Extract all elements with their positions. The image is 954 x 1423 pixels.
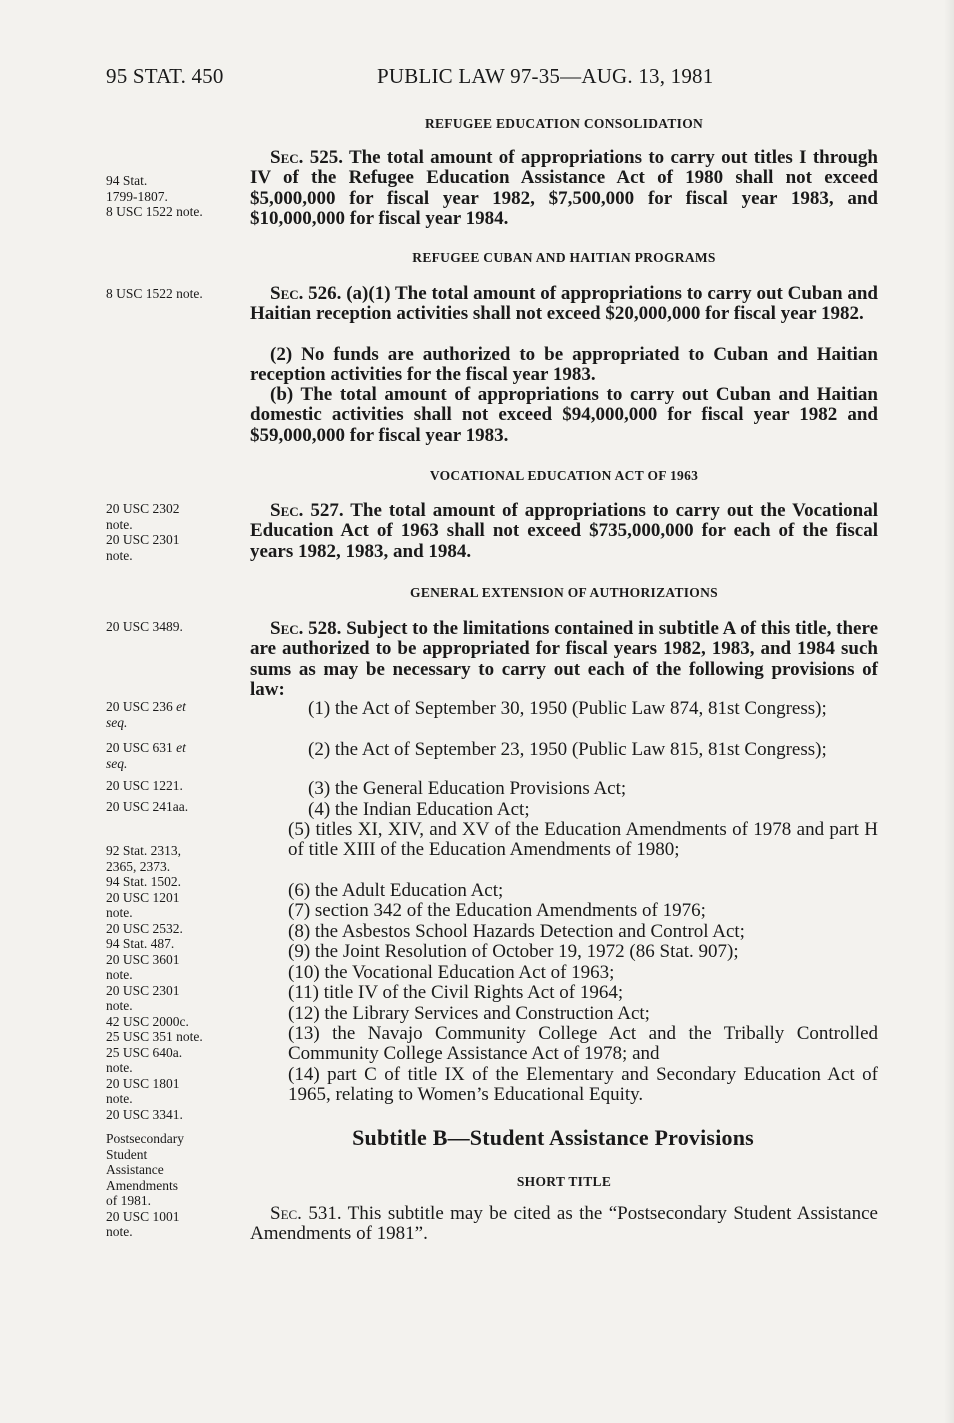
margin-note-item-3 xyxy=(106,778,246,794)
list-item-10: (10) the Vocational Education Act of 1963; xyxy=(288,962,615,983)
margin-line: of 1981. xyxy=(106,1193,151,1208)
margin-line: note. xyxy=(106,998,133,1013)
heading-short-title: SHORT TITLE xyxy=(516,1174,612,1189)
section-label: Sec. 525. xyxy=(270,147,343,168)
section-text: The total amount of appropriations to carry out titles I through IV of the Refugee Education Assistance Act of 1980 shall not exceed $5,000,000 for fiscal year 1982, $7,500,000 for fiscal year 1983, and $10,000,000 for fiscal year 1984. xyxy=(250,147,878,230)
margin-line: 20 USC 2532. xyxy=(106,920,183,936)
list-item-9: (9) the Joint Resolution of October 19, 1972 (86 Stat. 907); xyxy=(288,941,739,962)
subtitle-b: Subtitle B—Student Assistance Provisions xyxy=(352,1125,754,1150)
margin-line: 94 Stat. 1502. xyxy=(106,874,182,889)
heading-vocational-education: VOCATIONAL EDUCATION ACT OF 1963 xyxy=(429,468,699,483)
section-text: This subtitle may be cited as the “Postsecondary Student Assistance Amendments of 1981”. xyxy=(250,1203,878,1245)
list-item-1: (1) the Act of September 30, 1950 (Public Law 874, 81st Congress); xyxy=(308,698,827,719)
margin-line: 20 USC 3341. xyxy=(106,1106,183,1122)
heading-general-extension: GENERAL EXTENSION OF AUTHORIZATIONS xyxy=(410,585,718,600)
margin-note-526 xyxy=(106,286,246,302)
section-531 xyxy=(250,1204,878,1245)
heading-refugee-education: REFUGEE EDUCATION CONSOLIDATION xyxy=(424,116,704,131)
margin-line: note. xyxy=(106,516,133,532)
list-item-12: (12) the Library Services and Construction Act; xyxy=(288,1003,650,1024)
section-text: Subject to the limitations contained in subtitle A of this title, there are authorized to be appropriated for fiscal years 1982, 1983, and 1984 such sums as may be necessary to carry out each of the following provisions of law: xyxy=(250,618,879,701)
list-item-6: (6) the Adult Education Act; xyxy=(288,880,504,901)
margin-note-527 xyxy=(106,501,246,563)
section-label: Sec. 527. xyxy=(270,500,344,521)
margin-line: Student xyxy=(106,1146,148,1162)
list-item-7: (7) section 342 of the Education Amendments of 1976; xyxy=(288,900,706,921)
section-525 xyxy=(250,148,878,230)
margin-italic: et xyxy=(176,699,186,714)
section-text: (a)(1) The total amount of appropriations to carry out Cuban and Haitian reception activities shall not exceed $20,000,000 for fiscal year 1982. xyxy=(250,283,878,325)
margin-line: 20 USC 631 xyxy=(106,740,173,755)
margin-note-item-1 xyxy=(106,699,246,730)
margin-line: 20 USC 1801 xyxy=(106,1075,180,1091)
list-item-13: (13) the Navajo Community College Act and the Tribally Controlled Community College Assistance Act of 1978; and xyxy=(288,1023,878,1065)
section-label: Sec. 526. xyxy=(270,283,342,304)
list-item-2: (2) the Act of September 23, 1950 (Public Law 815, 81st Congress); xyxy=(308,739,827,760)
section-526-a2: (2) No funds are authorized to be appropriated to Cuban and Haitian reception activities for the fiscal year 1983. xyxy=(250,344,878,386)
margin-note-531 xyxy=(106,1131,246,1240)
margin-note-item-2 xyxy=(106,740,246,771)
margin-line: 25 USC 640a. xyxy=(106,1044,183,1060)
list-item-5: (5) titles XI, XIV, and XV of the Education Amendments of 1978 and part H of title XIII of the Education Amendments of 1980; xyxy=(288,819,878,861)
margin-line: 20 USC 3601 xyxy=(106,951,180,967)
margin-italic: seq. xyxy=(106,755,128,771)
section-label: Sec. 528. xyxy=(270,618,342,639)
margin-note-block xyxy=(106,843,246,1122)
section-label: Sec. 531. xyxy=(270,1203,342,1224)
margin-line: note. xyxy=(106,547,133,563)
margin-line: 25 USC 351 note. xyxy=(106,1029,203,1044)
margin-line: Assistance xyxy=(106,1162,164,1177)
margin-line: 20 USC 1221. xyxy=(106,778,183,793)
margin-line: note. xyxy=(106,1224,133,1239)
margin-line: 8 USC 1522 note. xyxy=(106,286,203,301)
margin-line: 92 Stat. 2313, xyxy=(106,843,182,858)
margin-line: 8 USC 1522 note. xyxy=(106,204,203,219)
section-526-a1 xyxy=(250,284,878,325)
margin-line: 20 USC 2301 xyxy=(106,982,180,998)
section-text: The total amount of appropriations to carry out the Vocational Education Act of 1963 shall not exceed $735,000,000 for each of the fiscal years 1982, 1983, and 1984. xyxy=(250,500,878,562)
margin-line: Amendments xyxy=(106,1177,178,1193)
margin-line: 20 USC 1001 xyxy=(106,1208,180,1224)
list-item-4: (4) the Indian Education Act; xyxy=(308,799,530,820)
margin-italic: et xyxy=(176,740,186,755)
margin-note-525 xyxy=(106,173,246,220)
margin-line: 20 USC 241aa. xyxy=(106,799,189,814)
margin-note-528 xyxy=(106,619,246,635)
list-item-8: (8) the Asbestos School Hazards Detection and Control Act; xyxy=(288,921,745,942)
page-edge-shadow xyxy=(944,0,954,1423)
margin-line: note. xyxy=(106,1060,133,1075)
margin-line: 20 USC 1201 xyxy=(106,889,180,905)
section-527 xyxy=(250,501,878,562)
margin-line: 20 USC 3489. xyxy=(106,619,183,634)
margin-line: 2365, 2373. xyxy=(106,858,171,874)
margin-line: note. xyxy=(106,905,133,920)
margin-note-item-4 xyxy=(106,799,246,815)
heading-cuban-haitian: REFUGEE CUBAN AND HAITIAN PROGRAMS xyxy=(412,250,716,265)
section-528 xyxy=(250,619,878,701)
margin-line: 20 USC 2302 xyxy=(106,501,180,516)
margin-line: 20 USC 2301 xyxy=(106,532,180,547)
list-item-3: (3) the General Education Provisions Act; xyxy=(308,778,627,799)
margin-line: note. xyxy=(106,967,133,982)
margin-line: 42 USC 2000c. xyxy=(106,1013,189,1029)
section-526-b: (b) The total amount of appropriations to carry out Cuban and Haitian domestic activities shall not exceed $94,000,000 for fiscal year 1982 and $59,000,000 for fiscal year 1983. xyxy=(250,384,878,446)
list-item-14: (14) part C of title IX of the Elementary and Secondary Education Act of 1965, relating to Women’s Educational Equity. xyxy=(288,1064,878,1106)
stat-reference: 95 STAT. 450 xyxy=(106,64,224,88)
list-item-11: (11) title IV of the Civil Rights Act of 1964; xyxy=(288,982,624,1003)
law-title: PUBLIC LAW 97-35—AUG. 13, 1981 xyxy=(377,64,714,88)
margin-line: 20 USC 236 xyxy=(106,699,173,714)
margin-line: note. xyxy=(106,1091,133,1106)
margin-line: 94 Stat. 487. xyxy=(106,936,175,951)
margin-italic: seq. xyxy=(106,714,128,730)
margin-line: 1799-1807. xyxy=(106,188,168,204)
margin-line: 94 Stat. xyxy=(106,173,148,188)
margin-line: Postsecondary xyxy=(106,1131,184,1146)
